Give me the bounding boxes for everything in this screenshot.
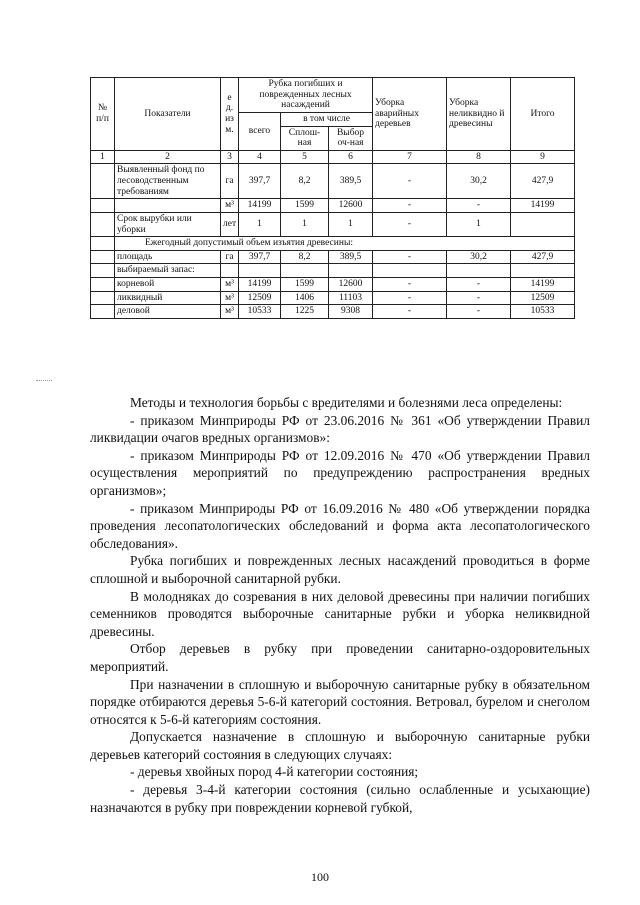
header-total: всего: [239, 112, 281, 150]
row-no: [91, 199, 115, 213]
row-selective: 11103: [329, 291, 373, 305]
paragraph: - деревья хвойных пород 4-й категории состояния;: [130, 764, 419, 780]
row-no: [91, 212, 115, 236]
paragraph: В молодняках до созревания в них деловой древесины при наличии погибших семенников проводятся выборочные санитарные рубки и уборка неликвидной древесины.: [90, 588, 590, 639]
row-itogo: 14199: [511, 199, 575, 213]
row-illiquid: 30,2: [447, 250, 511, 264]
row-no: [91, 305, 115, 319]
row-name: корневой: [115, 278, 221, 292]
row-unit: га: [221, 250, 239, 264]
row-unit: га: [221, 164, 239, 199]
row-illiquid: -: [447, 199, 511, 213]
header-including: в том числе: [281, 112, 373, 126]
header-no: № п/п: [91, 78, 115, 151]
column-number: 2: [115, 150, 221, 164]
row-itogo: 14199: [511, 278, 575, 292]
column-number-row: [91, 150, 575, 164]
row-name: ликвидный: [115, 291, 221, 305]
annual-heading: Ежегодный допустимый объем изъятия древесины:: [115, 237, 575, 251]
paragraph: Методы и технология борьбы с вредителями и болезнями леса определены:: [130, 395, 563, 410]
header-unit: е д. из м.: [221, 78, 239, 151]
column-number: 5: [281, 150, 329, 164]
forest-felling-table: [90, 77, 575, 319]
table-row: [91, 291, 575, 305]
column-number: 4: [239, 150, 281, 164]
row-emergency: -: [373, 164, 447, 199]
header-selective: Выбор оч-ная: [329, 126, 373, 150]
row-total: 10533: [239, 305, 281, 319]
annual-heading-row: [91, 237, 575, 251]
column-number: 3: [221, 150, 239, 164]
paragraph: - приказом Минприроды РФ от 23.06.2016 № 361 «Об утверждении Правил ликвидации очагов вредных организмов»:: [90, 412, 590, 446]
row-selective: 389,5: [329, 250, 373, 264]
paragraph: - приказом Минприроды РФ от 12.09.2016 № 470 «Об утверждении Правил осуществления мероприятий по предупреждению распространения вредных организмов»;: [90, 447, 590, 498]
table-row: [91, 250, 575, 264]
row-emergency: -: [373, 212, 447, 236]
row-total: 14199: [239, 278, 281, 292]
row-clear: 1599: [281, 199, 329, 213]
row-emergency: -: [373, 199, 447, 213]
row-clear: 1: [281, 212, 329, 236]
row-selective: 389,5: [329, 164, 373, 199]
row-unit: м³: [221, 305, 239, 319]
row-selective: [329, 264, 373, 278]
header-clear: Сплош- ная: [281, 126, 329, 150]
row-no: [91, 264, 115, 278]
row-emergency: -: [373, 278, 447, 292]
row-no: [91, 278, 115, 292]
row-total: 14199: [239, 199, 281, 213]
header-felling-group: Рубка погибших и поврежденных лесных насаждений: [239, 78, 373, 113]
row-total: 1: [239, 212, 281, 236]
row-illiquid: 30,2: [447, 164, 511, 199]
row-clear: [281, 264, 329, 278]
row-total: 12509: [239, 291, 281, 305]
row-clear: 8,2: [281, 164, 329, 199]
table-row: [91, 264, 575, 278]
row-selective: 12600: [329, 199, 373, 213]
header-emergency: Уборка аварийных деревьев: [373, 78, 447, 151]
table-row: [91, 212, 575, 236]
row-itogo: 10533: [511, 305, 575, 319]
header-itogo: Итого: [511, 78, 575, 151]
row-illiquid: 1: [447, 212, 511, 236]
row-illiquid: [447, 264, 511, 278]
table-row: [91, 278, 575, 292]
document-body: [90, 394, 590, 816]
row-no: [91, 291, 115, 305]
column-number: 1: [91, 150, 115, 164]
row-unit: м³: [221, 278, 239, 292]
row-no: [91, 237, 115, 251]
row-no: [91, 164, 115, 199]
row-itogo: [511, 264, 575, 278]
column-number: 8: [447, 150, 511, 164]
forest-table-container: [90, 77, 574, 319]
table-header-row-1: [91, 78, 575, 113]
row-itogo: 12509: [511, 291, 575, 305]
row-emergency: -: [373, 250, 447, 264]
row-name: Выявленный фонд по лесоводственным требованиям: [115, 164, 221, 199]
row-total: 397,7: [239, 164, 281, 199]
paragraph: - приказом Минприроды РФ от 16.09.2016 № 480 «Об утверждении порядка проведения лесопатологических обследований и форма акта лесопатологического обследования».: [90, 500, 590, 551]
paragraph: Рубка погибших и поврежденных лесных насаждений проводиться в форме сплошной и выборочной санитарной рубки.: [90, 553, 590, 586]
row-unit: м³: [221, 291, 239, 305]
table-row: [91, 164, 575, 199]
row-clear: 1406: [281, 291, 329, 305]
row-emergency: -: [373, 305, 447, 319]
row-itogo: 427,9: [511, 164, 575, 199]
row-selective: 1: [329, 212, 373, 236]
row-name: Срок вырубки или уборки: [115, 212, 221, 236]
row-clear: 8,2: [281, 250, 329, 264]
table-row: [91, 305, 575, 319]
row-itogo: [511, 212, 575, 236]
row-name: площадь: [115, 250, 221, 264]
paragraph: Допускается назначение в сплошную и выборочную санитарные рубки деревьев категорий состояния в следующих случаях:: [90, 729, 590, 762]
margin-mark: [36, 380, 52, 382]
row-selective: 12600: [329, 278, 373, 292]
column-number: 9: [511, 150, 575, 164]
row-unit: лет: [221, 212, 239, 236]
row-illiquid: -: [447, 278, 511, 292]
row-total: 397,7: [239, 250, 281, 264]
row-name: [115, 199, 221, 213]
column-number: 6: [329, 150, 373, 164]
header-indicators: Показатели: [115, 78, 221, 151]
row-clear: 1225: [281, 305, 329, 319]
row-emergency: [373, 264, 447, 278]
paragraph: - деревья 3-4-й категории состояния (сильно ослабленные и усыхающие) назначаются в рубку при повреждении корневой губкой,: [90, 782, 590, 815]
paragraph: Отбор деревьев в рубку при проведении санитарно-оздоровительных мероприятий.: [90, 641, 590, 674]
row-clear: 1599: [281, 278, 329, 292]
row-illiquid: -: [447, 305, 511, 319]
row-no: [91, 250, 115, 264]
row-total: [239, 264, 281, 278]
paragraph: При назначении в сплошную и выборочную санитарные рубку в обязательном порядке отбираются деревья 5-6-й категорий состояния. Ветровал, бурелом и снеголом относятся к 5-6-й категориям состояния.: [90, 676, 590, 727]
row-illiquid: -: [447, 291, 511, 305]
column-number: 7: [373, 150, 447, 164]
row-name: деловой: [115, 305, 221, 319]
page-number: 100: [311, 870, 329, 884]
header-illiquid: Уборка неликвидно й древесины: [447, 78, 511, 151]
row-name: выбираемый запас:: [115, 264, 221, 278]
row-itogo: 427,9: [511, 250, 575, 264]
row-emergency: -: [373, 291, 447, 305]
table-row: [91, 199, 575, 213]
row-unit: м³: [221, 199, 239, 213]
row-selective: 9308: [329, 305, 373, 319]
row-unit: [221, 264, 239, 278]
